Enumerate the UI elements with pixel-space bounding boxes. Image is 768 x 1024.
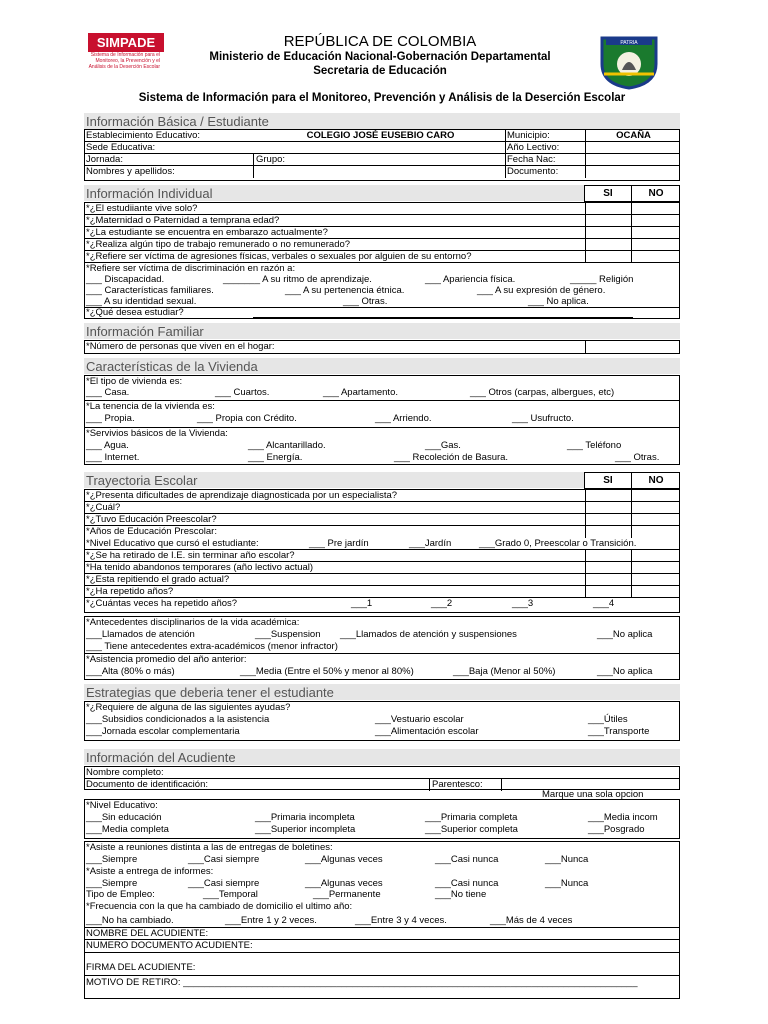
acudiente-details bbox=[84, 841, 680, 999]
opt-jornada-complementaria[interactable]: ___Jornada escolar complementaria bbox=[86, 726, 240, 737]
individual-table bbox=[84, 202, 680, 319]
asistencia-label: *Asistencia promedio del año anterior: bbox=[86, 654, 247, 665]
no-label: NO bbox=[648, 188, 664, 199]
opt-primaria-completa[interactable]: ___Primaria completa bbox=[425, 812, 518, 823]
opt-religion[interactable]: _____ Religión bbox=[570, 274, 634, 285]
tipo-empleo-label: Tipo de Empleo: bbox=[86, 889, 155, 900]
opt-veces-1[interactable]: ___1 bbox=[351, 598, 373, 609]
secretary-title: Secretaria de Educación bbox=[313, 65, 447, 77]
vivienda-table bbox=[84, 375, 680, 465]
ayudas-label: *¿Requiere de alguna de las siguientes ayudas? bbox=[86, 702, 291, 713]
opt-3-4-veces[interactable]: ___Entre 3 y 4 veces. bbox=[355, 915, 447, 926]
q-anos-preescolar: *Años de Educación Prescolar: bbox=[86, 526, 217, 537]
opt-internet[interactable]: ___ Internet. bbox=[86, 452, 140, 463]
opt-no-aplica-asis[interactable]: ___No aplica bbox=[597, 666, 653, 677]
municipio-value[interactable]: OCAÑA bbox=[616, 130, 651, 141]
section-title: Información Familiar bbox=[86, 324, 204, 339]
opt-usufructo[interactable]: ___ Usufructo. bbox=[512, 413, 574, 424]
tipo-vivienda-label: *El tipo de vivienda es: bbox=[86, 376, 183, 387]
opt-discapacidad[interactable]: ___ Discapacidad. bbox=[86, 274, 165, 285]
opt-superior-completa[interactable]: ___Superior completa bbox=[425, 824, 518, 835]
servicios-label: *Servivios básicos de la Vivienda: bbox=[86, 428, 228, 439]
opt-ritmo[interactable]: _______ A su ritmo de aprendizaje. bbox=[223, 274, 372, 285]
opt-reun-siempre[interactable]: ___Siempre bbox=[86, 854, 138, 865]
opt-media-incompleta[interactable]: ___Media incom bbox=[588, 812, 658, 823]
ministry-title: Ministerio de Educación Nacional-Gobernación Departamental bbox=[209, 51, 551, 63]
no-label: NO bbox=[648, 475, 664, 486]
opt-reun-algunas[interactable]: ___Algunas veces bbox=[305, 854, 383, 865]
q-cuantas-veces: *¿Cuántas veces ha repetido años? bbox=[86, 598, 238, 609]
q-retirado: *¿Se ha retirado de I.E. sin terminar año escolar? bbox=[86, 550, 295, 561]
school-seal-icon bbox=[598, 34, 660, 90]
jornada-label: Jornada: bbox=[86, 154, 123, 165]
municipio-label: Municipio: bbox=[507, 130, 550, 141]
marque-una-opcion: Marque una sola opcion bbox=[542, 789, 644, 800]
opt-no-ha-cambiado[interactable]: ___No ha cambiado. bbox=[86, 915, 174, 926]
opt-jardin[interactable]: ___Jardín bbox=[409, 538, 452, 549]
opt-otros[interactable]: ___ Otros (carpas, albergues, etc) bbox=[470, 387, 615, 398]
opt-inf-casi-nunca[interactable]: ___Casi nunca bbox=[435, 878, 499, 889]
frecuencia-label: *Frecuencia con la que ha cambiado de domicilio el ultimo año: bbox=[86, 901, 353, 912]
opt-propia-credito[interactable]: ___ Propia con Crédito. bbox=[197, 413, 297, 424]
opt-otras-servicios[interactable]: ___ Otras. bbox=[615, 452, 660, 463]
q-maternidad: *¿Maternidad o Paternidad a temprana edad? bbox=[86, 215, 280, 226]
q-abandonos: *Ha tenido abandonos temporares (año lectivo actual) bbox=[86, 562, 314, 573]
opt-extra-academicos[interactable]: ___ Tiene antecedentes extra-académicos (menor infractor) bbox=[86, 641, 338, 652]
opt-otras[interactable]: ___ Otras. bbox=[343, 296, 388, 307]
opt-transporte[interactable]: ___Transporte bbox=[588, 726, 650, 737]
opt-veces-4[interactable]: ___4 bbox=[593, 598, 615, 609]
opt-baja[interactable]: ___Baja (Menor al 50%) bbox=[453, 666, 556, 677]
opt-inf-algunas[interactable]: ___Algunas veces bbox=[305, 878, 383, 889]
establecimiento-value[interactable]: COLEGIO JOSÉ EUSEBIO CARO bbox=[306, 130, 455, 141]
opt-cuartos[interactable]: ___ Cuartos. bbox=[215, 387, 270, 398]
opt-veces-3[interactable]: ___3 bbox=[512, 598, 534, 609]
opt-subsidios[interactable]: ___Subsidios condicionados a la asistencia bbox=[86, 714, 270, 725]
opt-posgrado[interactable]: ___Posgrado bbox=[588, 824, 645, 835]
firma-acudiente-label: FIRMA DEL ACUDIENTE: bbox=[86, 962, 196, 973]
opt-utiles[interactable]: ___Útiles bbox=[588, 714, 628, 725]
opt-primaria-incompleta[interactable]: ___Primaria incompleta bbox=[255, 812, 355, 823]
opt-alcantarillado[interactable]: ___ Alcantarillado. bbox=[248, 440, 326, 451]
opt-veces-2[interactable]: ___2 bbox=[431, 598, 453, 609]
opt-reun-casi-nunca[interactable]: ___Casi nunca bbox=[435, 854, 499, 865]
country-title: REPÚBLICA DE COLOMBIA bbox=[283, 33, 477, 50]
opt-alta[interactable]: ___Alta (80% o más) bbox=[86, 666, 175, 677]
q-ha-repetido: *¿Ha repetido años? bbox=[86, 586, 174, 597]
nivel-educativo-acudiente bbox=[84, 799, 680, 839]
q-dificultades: *¿Presenta dificultades de aprendizaje diagnosticada por un especialista? bbox=[86, 490, 398, 501]
logo-text: SIMPADE bbox=[88, 33, 164, 52]
q-nivel-educativo: *Nivel Educativo que cursó el estudiante: bbox=[86, 538, 259, 549]
section-title: Información del Acudiente bbox=[86, 750, 236, 765]
trayectoria-table bbox=[84, 489, 680, 613]
reuniones-label: *Asiste a reuniones distinta a las de entregas de boletines: bbox=[86, 842, 333, 853]
q-desea-estudiar: *¿Qué desea estudiar? bbox=[86, 307, 184, 318]
acudiente-id-table bbox=[84, 766, 680, 790]
opt-alimentacion[interactable]: ___Alimentación escolar bbox=[375, 726, 479, 737]
opt-grado-0[interactable]: ___Grado 0, Preescolar o Transición. bbox=[479, 538, 637, 549]
opt-reun-nunca[interactable]: ___Nunca bbox=[545, 854, 589, 865]
ano-lectivo-label: Año Lectivo: bbox=[507, 142, 560, 153]
antecedentes-table bbox=[84, 616, 680, 680]
section-title: Información Básica / Estudiante bbox=[86, 114, 269, 129]
opt-temporal[interactable]: ___Temporal bbox=[203, 889, 258, 900]
nombres-label: Nombres y apellidos: bbox=[86, 166, 175, 177]
nivel-educativo-label: *Nivel Educativo: bbox=[86, 800, 158, 811]
q-preescolar: *¿Tuvo Educación Preescolar? bbox=[86, 514, 217, 525]
opt-arriendo[interactable]: ___ Arriendo. bbox=[375, 413, 432, 424]
opt-energia[interactable]: ___ Energía. bbox=[248, 452, 303, 463]
parentesco-label: Parentesco: bbox=[432, 779, 483, 790]
opt-media[interactable]: ___Media (Entre el 50% y menor al 80%) bbox=[240, 666, 414, 677]
si-label: SI bbox=[603, 188, 613, 199]
opt-etnica[interactable]: ___ A su pertenencia étnica. bbox=[285, 285, 405, 296]
q-vive-solo: *¿El estudiiante vive solo? bbox=[86, 203, 198, 214]
numero-documento-label: NUMERO DOCUMENTO ACUDIENTE: bbox=[86, 940, 253, 951]
opt-media-completa[interactable]: ___Media completa bbox=[86, 824, 169, 835]
section-estrategias-header bbox=[84, 684, 680, 700]
section-title: Trayectoria Escolar bbox=[86, 473, 198, 488]
section-title: Estrategias que deberia tener el estudiante bbox=[86, 685, 334, 700]
opt-agua[interactable]: ___ Agua. bbox=[86, 440, 129, 451]
opt-inf-nunca[interactable]: ___Nunca bbox=[545, 878, 589, 889]
antecedentes-label: *Antecedentes disciplinarios de la vida académica: bbox=[86, 617, 300, 628]
grupo-label: Grupo: bbox=[256, 154, 286, 165]
familiar-table bbox=[84, 340, 680, 354]
nombre-completo-label: Nombre completo: bbox=[86, 767, 164, 778]
section-familiar-header bbox=[84, 323, 680, 339]
q-repitiendo: *¿Esta repitiendo el grado actual? bbox=[86, 574, 230, 585]
opt-mas-4-veces[interactable]: ___Más de 4 veces bbox=[490, 915, 573, 926]
opt-identidad[interactable]: ___ A su identidad sexual. bbox=[86, 296, 197, 307]
establecimiento-label: Establecimiento Educativo: bbox=[86, 130, 201, 141]
entrega-informes-label: *Asiste a entrega de informes: bbox=[86, 866, 214, 877]
opt-caracteristicas[interactable]: ___ Características familiares. bbox=[86, 285, 214, 296]
nombre-acudiente-label: NOMBRE DEL ACUDIENTE: bbox=[86, 928, 209, 939]
section-title: Características de la Vivienda bbox=[86, 359, 258, 374]
tenencia-label: *La tenencia de la vivienda es: bbox=[86, 401, 215, 412]
opt-sin-educacion[interactable]: ___Sin educación bbox=[86, 812, 162, 823]
opt-apariencia[interactable]: ___ Apariencia física. bbox=[425, 274, 516, 285]
opt-superior-incompleta[interactable]: ___Superior incompleta bbox=[255, 824, 356, 835]
opt-genero[interactable]: ___ A su expresión de género. bbox=[477, 285, 606, 296]
opt-apartamento[interactable]: ___ Apartamento. bbox=[323, 387, 398, 398]
opt-propia[interactable]: ___ Propia. bbox=[86, 413, 135, 424]
opt-no-aplica-ant[interactable]: ___No aplica bbox=[597, 629, 653, 640]
opt-llamados[interactable]: ___Llamados de atención bbox=[86, 629, 195, 640]
opt-inf-casi-siempre[interactable]: ___Casi siempre bbox=[188, 878, 260, 889]
documento-label: Documento: bbox=[507, 166, 559, 177]
opt-reun-casi-siempre[interactable]: ___Casi siempre bbox=[188, 854, 260, 865]
section-acudiente-header bbox=[84, 749, 680, 765]
opt-llamados-suspensiones[interactable]: ___Llamados de atención y suspensiones bbox=[340, 629, 517, 640]
opt-vestuario[interactable]: ___Vestuario escolar bbox=[375, 714, 464, 725]
opt-no-aplica[interactable]: ___ No aplica. bbox=[528, 296, 589, 307]
documento-identificacion-label: Documento de identificación: bbox=[86, 779, 208, 790]
opt-basura[interactable]: ___ Recoleción de Basura. bbox=[394, 452, 509, 463]
opt-gas[interactable]: ___Gas. bbox=[425, 440, 461, 451]
si-no-header bbox=[584, 472, 680, 489]
si-no-header bbox=[584, 185, 680, 202]
q-discriminacion: *Refiere ser víctima de discriminación en razón a: bbox=[86, 263, 296, 274]
motivo-retiro-label: MOTIVO DE RETIRO: ______________________________________________________________________________________ bbox=[86, 977, 638, 988]
section-title: Información Individual bbox=[86, 186, 213, 201]
q-agresiones: *¿Refiere ser víctima de agresiones físicas, verbales o sexuales por alguien de su entorno? bbox=[86, 251, 472, 262]
opt-no-tiene[interactable]: ___No tiene bbox=[435, 889, 487, 900]
q-personas-hogar: *Número de personas que viven en el hogar: bbox=[86, 341, 275, 352]
q-cual: *¿Cuál? bbox=[86, 502, 121, 513]
opt-casa[interactable]: ___ Casa. bbox=[86, 387, 130, 398]
opt-pre-jardin[interactable]: ___ Pre jardín bbox=[309, 538, 369, 549]
opt-suspension[interactable]: ___Suspension bbox=[255, 629, 321, 640]
q-embarazo: *¿La estudiante se encuentra en embarazo actualmente? bbox=[86, 227, 328, 238]
estrategias-table bbox=[84, 701, 680, 741]
section-basic-header bbox=[84, 113, 680, 129]
opt-telefono[interactable]: ___ Teléfono bbox=[567, 440, 622, 451]
q-trabajo: *¿Realiza algún tipo de trabajo remunerado o no remunerado? bbox=[86, 239, 351, 250]
simpade-logo bbox=[84, 33, 164, 97]
system-title: Sistema de Información para el Monitoreo, Prevención y Análisis de la Deserción Escolar bbox=[138, 92, 626, 104]
logo-subtitle: Sistema de Información para el Monitoreo, la Prevención y el Análisis de la Deserción Escolar bbox=[88, 52, 160, 70]
sede-label: Sede Educativa: bbox=[86, 142, 156, 153]
opt-permanente[interactable]: ___Permanente bbox=[313, 889, 381, 900]
section-vivienda-header bbox=[84, 358, 680, 374]
basic-info-table bbox=[84, 129, 680, 181]
opt-1-2-veces[interactable]: ___Entre 1 y 2 veces. bbox=[225, 915, 317, 926]
opt-inf-siempre[interactable]: ___Siempre bbox=[86, 878, 138, 889]
fecha-nac-label: Fecha Nac: bbox=[507, 154, 556, 165]
si-label: SI bbox=[603, 475, 613, 486]
svg-text:PATRIA: PATRIA bbox=[620, 40, 638, 46]
